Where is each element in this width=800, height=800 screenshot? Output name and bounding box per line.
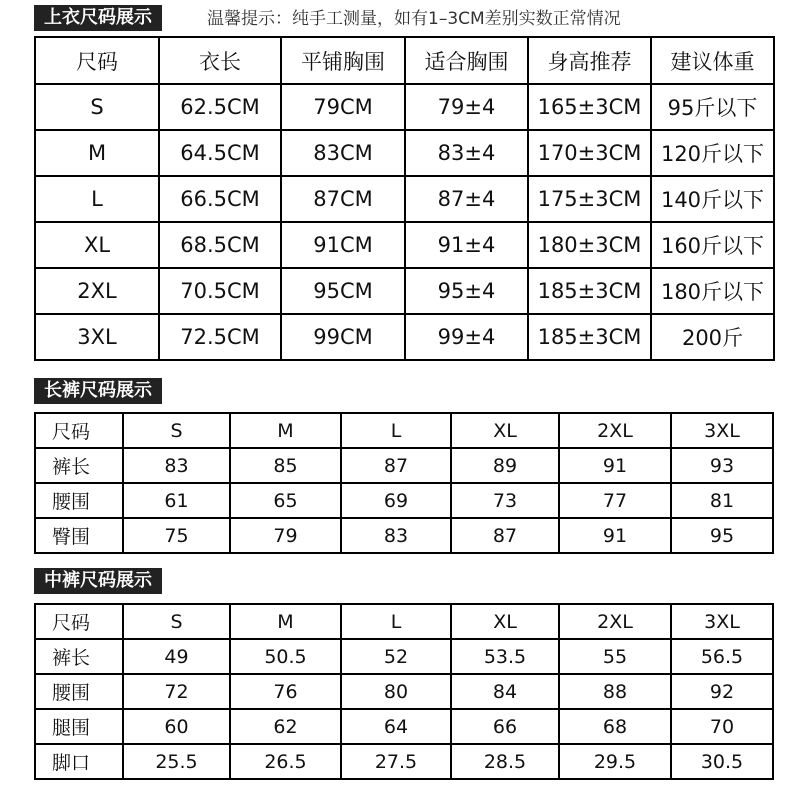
row-label-cell: 裤长	[35, 639, 123, 674]
table-cell: 68.5CM	[159, 222, 281, 268]
table-cell: 69	[341, 483, 451, 518]
row-label-cell: M	[35, 130, 159, 176]
table-cell: 95	[671, 518, 773, 553]
table-cell: 68	[559, 709, 671, 744]
row-label-cell: 腿围	[35, 709, 123, 744]
table-cell: 27.5	[341, 744, 451, 779]
table-cell: 55	[559, 639, 671, 674]
row-label-cell: 尺码	[35, 37, 159, 84]
table-cell: 140斤以下	[651, 176, 774, 222]
row-label-cell: L	[35, 176, 159, 222]
table-cell: 80	[341, 674, 451, 709]
tops-title-banner: 上衣尺码展示	[34, 5, 162, 31]
header-row	[35, 37, 774, 84]
table-cell: 72	[123, 674, 230, 709]
row-label-cell: 尺码	[35, 604, 123, 639]
table-cell: 175±3CM	[528, 176, 651, 222]
table-row	[35, 639, 773, 674]
table-cell: XL	[451, 413, 559, 448]
table-cell: 91	[559, 448, 671, 483]
table-cell: 衣长	[159, 37, 281, 84]
table-cell: 79±4	[405, 84, 528, 130]
table-cell: 87±4	[405, 176, 528, 222]
table-cell: 29.5	[559, 744, 671, 779]
table-cell: 87CM	[281, 176, 405, 222]
table-cell: 99±4	[405, 314, 528, 360]
table-cell: 64.5CM	[159, 130, 281, 176]
table-cell: 92	[671, 674, 773, 709]
table-cell: 83	[123, 448, 230, 483]
table-cell: S	[123, 604, 230, 639]
table-cell: 30.5	[671, 744, 773, 779]
long-pants-title-banner: 长裤尺码展示	[34, 378, 162, 404]
table-cell: 91±4	[405, 222, 528, 268]
row-label-cell: 腰围	[35, 483, 123, 518]
table-cell: 95±4	[405, 268, 528, 314]
long-pants-size-table	[34, 412, 774, 554]
table-row	[35, 674, 773, 709]
row-label-cell: 2XL	[35, 268, 159, 314]
table-cell: 185±3CM	[528, 314, 651, 360]
table-cell: XL	[451, 604, 559, 639]
table-cell: 53.5	[451, 639, 559, 674]
table-row	[35, 222, 774, 268]
table-cell: 62.5CM	[159, 84, 281, 130]
table-cell: 66.5CM	[159, 176, 281, 222]
table-cell: 95CM	[281, 268, 405, 314]
table-cell: 2XL	[559, 413, 671, 448]
table-cell: 26.5	[230, 744, 341, 779]
row-label-cell: 腰围	[35, 674, 123, 709]
table-cell: 49	[123, 639, 230, 674]
table-cell: 93	[671, 448, 773, 483]
table-cell: 87	[341, 448, 451, 483]
table-cell: 170±3CM	[528, 130, 651, 176]
table-cell: 91	[559, 518, 671, 553]
table-cell: 75	[123, 518, 230, 553]
table-cell: 85	[230, 448, 341, 483]
table-row	[35, 268, 774, 314]
table-cell: 建议体重	[651, 37, 774, 84]
table-cell: 185±3CM	[528, 268, 651, 314]
table-cell: 70.5CM	[159, 268, 281, 314]
table-cell: 62	[230, 709, 341, 744]
row-label-cell: 脚口	[35, 744, 123, 779]
table-row	[35, 314, 774, 360]
table-cell: 52	[341, 639, 451, 674]
table-cell: 83±4	[405, 130, 528, 176]
table-cell: 120斤以下	[651, 130, 774, 176]
table-cell: 73	[451, 483, 559, 518]
table-cell: 91CM	[281, 222, 405, 268]
table-cell: 70	[671, 709, 773, 744]
table-cell: M	[230, 604, 341, 639]
table-cell: 25.5	[123, 744, 230, 779]
table-cell: 56.5	[671, 639, 773, 674]
table-cell: 平铺胸围	[281, 37, 405, 84]
table-cell: 适合胸围	[405, 37, 528, 84]
table-row	[35, 84, 774, 130]
row-label-cell: XL	[35, 222, 159, 268]
table-cell: 180斤以下	[651, 268, 774, 314]
mid-pants-size-table	[34, 603, 774, 780]
table-cell: 77	[559, 483, 671, 518]
table-row	[35, 448, 773, 483]
table-cell: 79	[230, 518, 341, 553]
row-label-cell: 3XL	[35, 314, 159, 360]
table-cell: 83CM	[281, 130, 405, 176]
row-label-cell: S	[35, 84, 159, 130]
table-cell: S	[123, 413, 230, 448]
table-row	[35, 130, 774, 176]
row-label-cell: 臀围	[35, 518, 123, 553]
table-cell: 50.5	[230, 639, 341, 674]
table-cell: 95斤以下	[651, 84, 774, 130]
tops-size-table	[34, 36, 775, 361]
table-cell: 79CM	[281, 84, 405, 130]
table-row	[35, 744, 773, 779]
table-cell: L	[341, 413, 451, 448]
table-cell: 61	[123, 483, 230, 518]
table-row	[35, 604, 773, 639]
table-cell: 87	[451, 518, 559, 553]
row-label-cell: 裤长	[35, 448, 123, 483]
table-cell: 3XL	[671, 413, 773, 448]
measurement-tip: 温馨提示：纯手工测量，如有1–3CM差别实数正常情况	[207, 9, 621, 29]
table-cell: L	[341, 604, 451, 639]
table-cell: 76	[230, 674, 341, 709]
table-cell: 180±3CM	[528, 222, 651, 268]
table-cell: 165±3CM	[528, 84, 651, 130]
table-cell: 81	[671, 483, 773, 518]
table-cell: 身高推荐	[528, 37, 651, 84]
table-row	[35, 518, 773, 553]
table-cell: 2XL	[559, 604, 671, 639]
table-cell: 84	[451, 674, 559, 709]
table-cell: 66	[451, 709, 559, 744]
table-row	[35, 709, 773, 744]
mid-pants-title-banner: 中裤尺码展示	[34, 568, 162, 594]
table-cell: 200斤	[651, 314, 774, 360]
table-cell: M	[230, 413, 341, 448]
table-cell: 89	[451, 448, 559, 483]
table-cell: 88	[559, 674, 671, 709]
table-cell: 28.5	[451, 744, 559, 779]
table-cell: 99CM	[281, 314, 405, 360]
table-row	[35, 413, 773, 448]
table-cell: 72.5CM	[159, 314, 281, 360]
table-cell: 64	[341, 709, 451, 744]
table-cell: 60	[123, 709, 230, 744]
table-cell: 3XL	[671, 604, 773, 639]
table-cell: 65	[230, 483, 341, 518]
table-row	[35, 176, 774, 222]
table-cell: 83	[341, 518, 451, 553]
table-cell: 160斤以下	[651, 222, 774, 268]
row-label-cell: 尺码	[35, 413, 123, 448]
table-row	[35, 483, 773, 518]
